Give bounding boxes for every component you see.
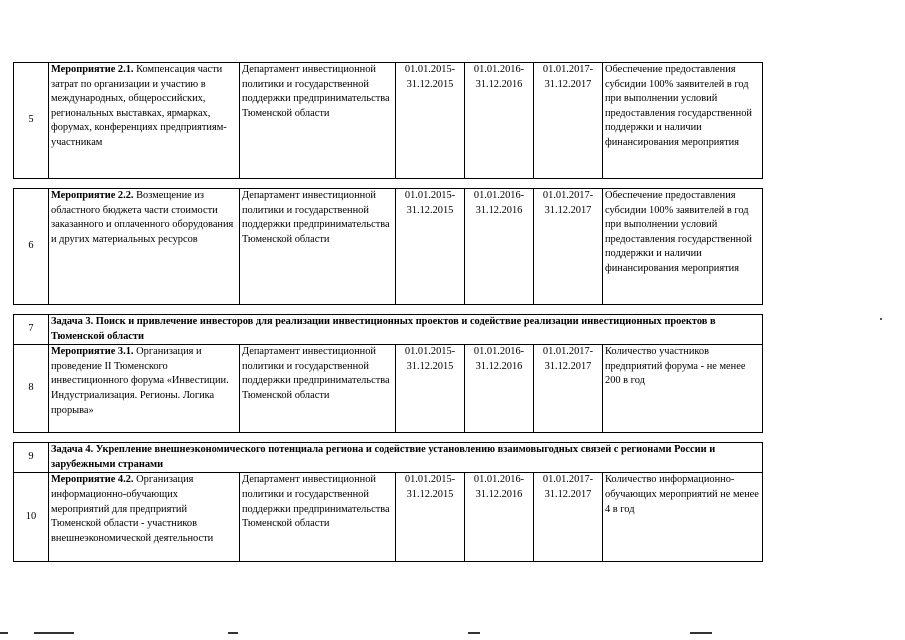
period-2017: 01.01.2017-31.12.2017 (534, 63, 603, 179)
row-number: 7 (14, 315, 49, 345)
row-gap (14, 433, 763, 443)
measure-cell (49, 63, 240, 179)
measure-description: Организация информационно-обучающих мероприятий для предприятий Тюменской области - участников внешнеэкономической деятельности (51, 474, 214, 544)
measure-cell (49, 345, 240, 433)
scan-edge-mark (0, 632, 8, 634)
scan-speck (880, 318, 882, 320)
measure-title: Мероприятие 4.2. (51, 474, 134, 486)
measure-title: Мероприятие 2.1. (51, 64, 134, 75)
period-2016: 01.01.2016-31.12.2016 (465, 345, 534, 433)
department-cell: Департамент инвестиционной политики и государственной поддержки предпринимательства Тюменской области (240, 189, 396, 305)
measure-description: Возмещение из областного бюджета части стоимости заказанного и оплаченного оборудования и других материальных ресурсов (51, 190, 234, 245)
measure-cell (49, 189, 240, 305)
expected-result: Количество участников предприятий форума - не менее 200 в год (603, 345, 763, 433)
period-2017: 01.01.2017-31.12.2017 (534, 345, 603, 433)
measures-table (13, 62, 763, 562)
task-row (14, 443, 763, 473)
row-gap (14, 305, 763, 315)
row-number: 9 (14, 443, 49, 473)
scan-edge-mark (34, 632, 74, 634)
expected-result: Количество информационно-обучающих мероприятий не менее 4 в год (603, 473, 763, 562)
task-row (14, 315, 763, 345)
task-heading: Задача 4. Укрепление внешнеэкономического потенциала региона и содействие установлению взаимовыгодных связей с регионами России и зарубежными странами (49, 443, 763, 473)
row-number: 10 (14, 473, 49, 562)
table-row (14, 63, 763, 179)
row-number: 8 (14, 345, 49, 433)
table-row (14, 189, 763, 305)
scan-edge-mark (228, 632, 238, 634)
task-heading: Задача 3. Поиск и привлечение инвесторов для реализации инвестиционных проектов и содействие реализации инвестиционных проектов в Тюменской области (49, 315, 763, 345)
scan-edge-mark (468, 632, 480, 634)
period-2015: 01.01.2015-31.12.2015 (396, 473, 465, 562)
department-cell: Департамент инвестиционной политики и государственной поддержки предпринимательства Тюменской области (240, 345, 396, 433)
period-2016: 01.01.2016-31.12.2016 (465, 189, 534, 305)
measure-cell (49, 473, 240, 562)
department-cell: Департамент инвестиционной политики и государственной поддержки предпринимательства Тюменской области (240, 63, 396, 179)
measure-description: Компенсация части затрат по организации и участию в международных, общероссийских, региональных выставках, ярмарках, форумах, конференциях предприятиям-участникам (51, 64, 227, 148)
period-2016: 01.01.2016-31.12.2016 (465, 63, 534, 179)
table-row (14, 473, 763, 562)
measure-title: Мероприятие 2.2. (51, 190, 134, 201)
row-number: 6 (14, 189, 49, 305)
row-number: 5 (14, 63, 49, 179)
table-row (14, 345, 763, 433)
period-2017: 01.01.2017-31.12.2017 (534, 473, 603, 562)
row-gap (14, 179, 763, 189)
measure-description: Организация и проведение II Тюменского инвестиционного форума «Инвестиции. Индустриализация. Регионы. Логика прорыва» (51, 346, 229, 416)
expected-result: Обеспечение предоставления субсидии 100% заявителей в год при выполнении условий предоставления государственной поддержки и наличии финансирования мероприятия (603, 63, 763, 179)
measure-title: Мероприятие 3.1. (51, 346, 134, 358)
period-2015: 01.01.2015-31.12.2015 (396, 345, 465, 433)
scan-edge-mark (690, 632, 712, 634)
expected-result: Обеспечение предоставления субсидии 100% заявителей в год при выполнении условий предоставления государственной поддержки и наличии финансирования мероприятия (603, 189, 763, 305)
period-2016: 01.01.2016-31.12.2016 (465, 473, 534, 562)
department-cell: Департамент инвестиционной политики и государственной поддержки предпринимательства Тюменской области (240, 473, 396, 562)
period-2017: 01.01.2017-31.12.2017 (534, 189, 603, 305)
period-2015: 01.01.2015-31.12.2015 (396, 63, 465, 179)
period-2015: 01.01.2015-31.12.2015 (396, 189, 465, 305)
